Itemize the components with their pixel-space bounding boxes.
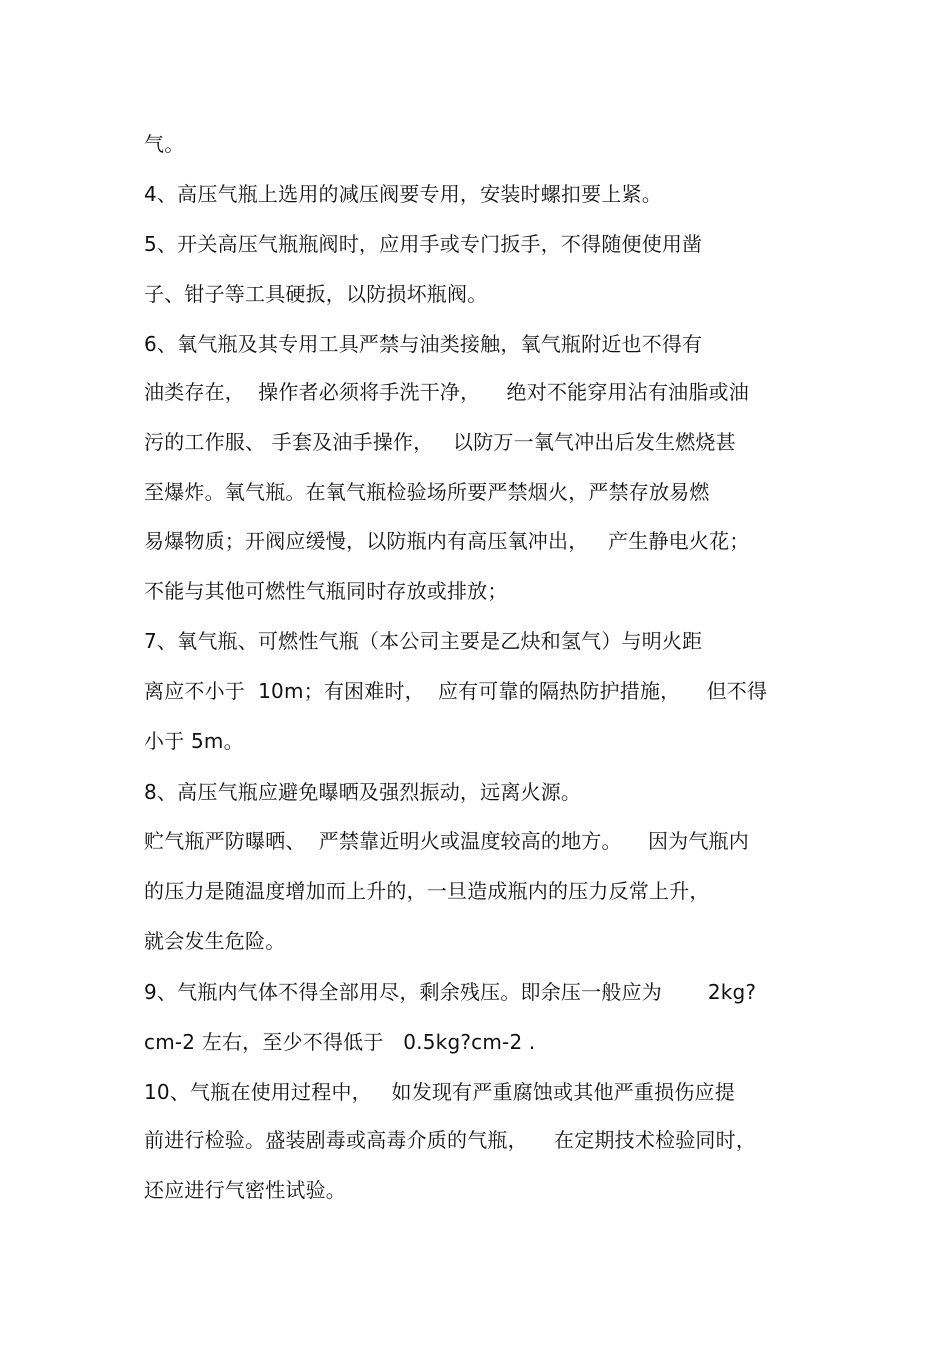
text-line: 9、气瓶内气体不得全部用尽，剩余残压。即余压一般应为 2kg?: [144, 980, 757, 1004]
text-line: 还应进行气密性试验。: [144, 1178, 346, 1202]
text-line: 不能与其他可燃性气瓶同时存放或排放；: [144, 579, 508, 603]
text-line: 子、钳子等工具硬扳，以防损坏瓶阀。: [144, 282, 488, 306]
text-line: 就会发生危险。: [144, 929, 286, 953]
text-line: 易爆物质；开阀应缓慢，以防瓶内有高压氧冲出， 产生静电火花；: [144, 529, 750, 553]
text-line: 6、氧气瓶及其专用工具严禁与油类接触，氧气瓶附近也不得有: [144, 332, 703, 356]
text-line: cm-2 左右，至少不得低于 0.5kg?cm-2 .: [144, 1030, 536, 1054]
text-line: 7、氧气瓶、可燃性气瓶（本公司主要是乙炔和氢气）与明火距: [144, 629, 703, 653]
text-line: 的压力是随温度增加而上升的，一旦造成瓶内的压力反常上升，: [144, 879, 710, 903]
text-line: 离应不小于 10m；有困难时， 应有可靠的隔热防护措施， 但不得: [144, 679, 768, 703]
text-line: 8、高压气瓶应避免曝晒及强烈振动，远离火源。: [144, 780, 582, 804]
text-line: 气。: [144, 132, 185, 156]
text-line: 4、高压气瓶上选用的减压阀要专用，安装时螺扣要上紧。: [144, 182, 662, 206]
text-line: 前进行检验。盛装剧毒或高毒介质的气瓶， 在定期技术检验同时，: [144, 1128, 757, 1152]
text-line: 小于 5m。: [144, 729, 244, 753]
text-line: 至爆炸。氧气瓶。在氧气瓶检验场所要严禁烟火，严禁存放易燃: [144, 480, 710, 504]
text-line: 污的工作服、 手套及油手操作， 以防万一氧气冲出后发生燃烧甚: [144, 430, 736, 454]
text-line: 5、开关高压气瓶瓶阀时，应用手或专门扳手，不得随便使用凿: [144, 232, 703, 256]
text-line: 10、气瓶在使用过程中， 如发现有严重腐蚀或其他严重损伤应提: [144, 1080, 735, 1104]
text-line: 贮气瓶严防曝晒、 严禁靠近明火或温度较高的地方。 因为气瓶内: [144, 829, 749, 853]
text-line: 油类存在， 操作者必须将手洗干净， 绝对不能穿用沾有油脂或油: [144, 380, 749, 404]
